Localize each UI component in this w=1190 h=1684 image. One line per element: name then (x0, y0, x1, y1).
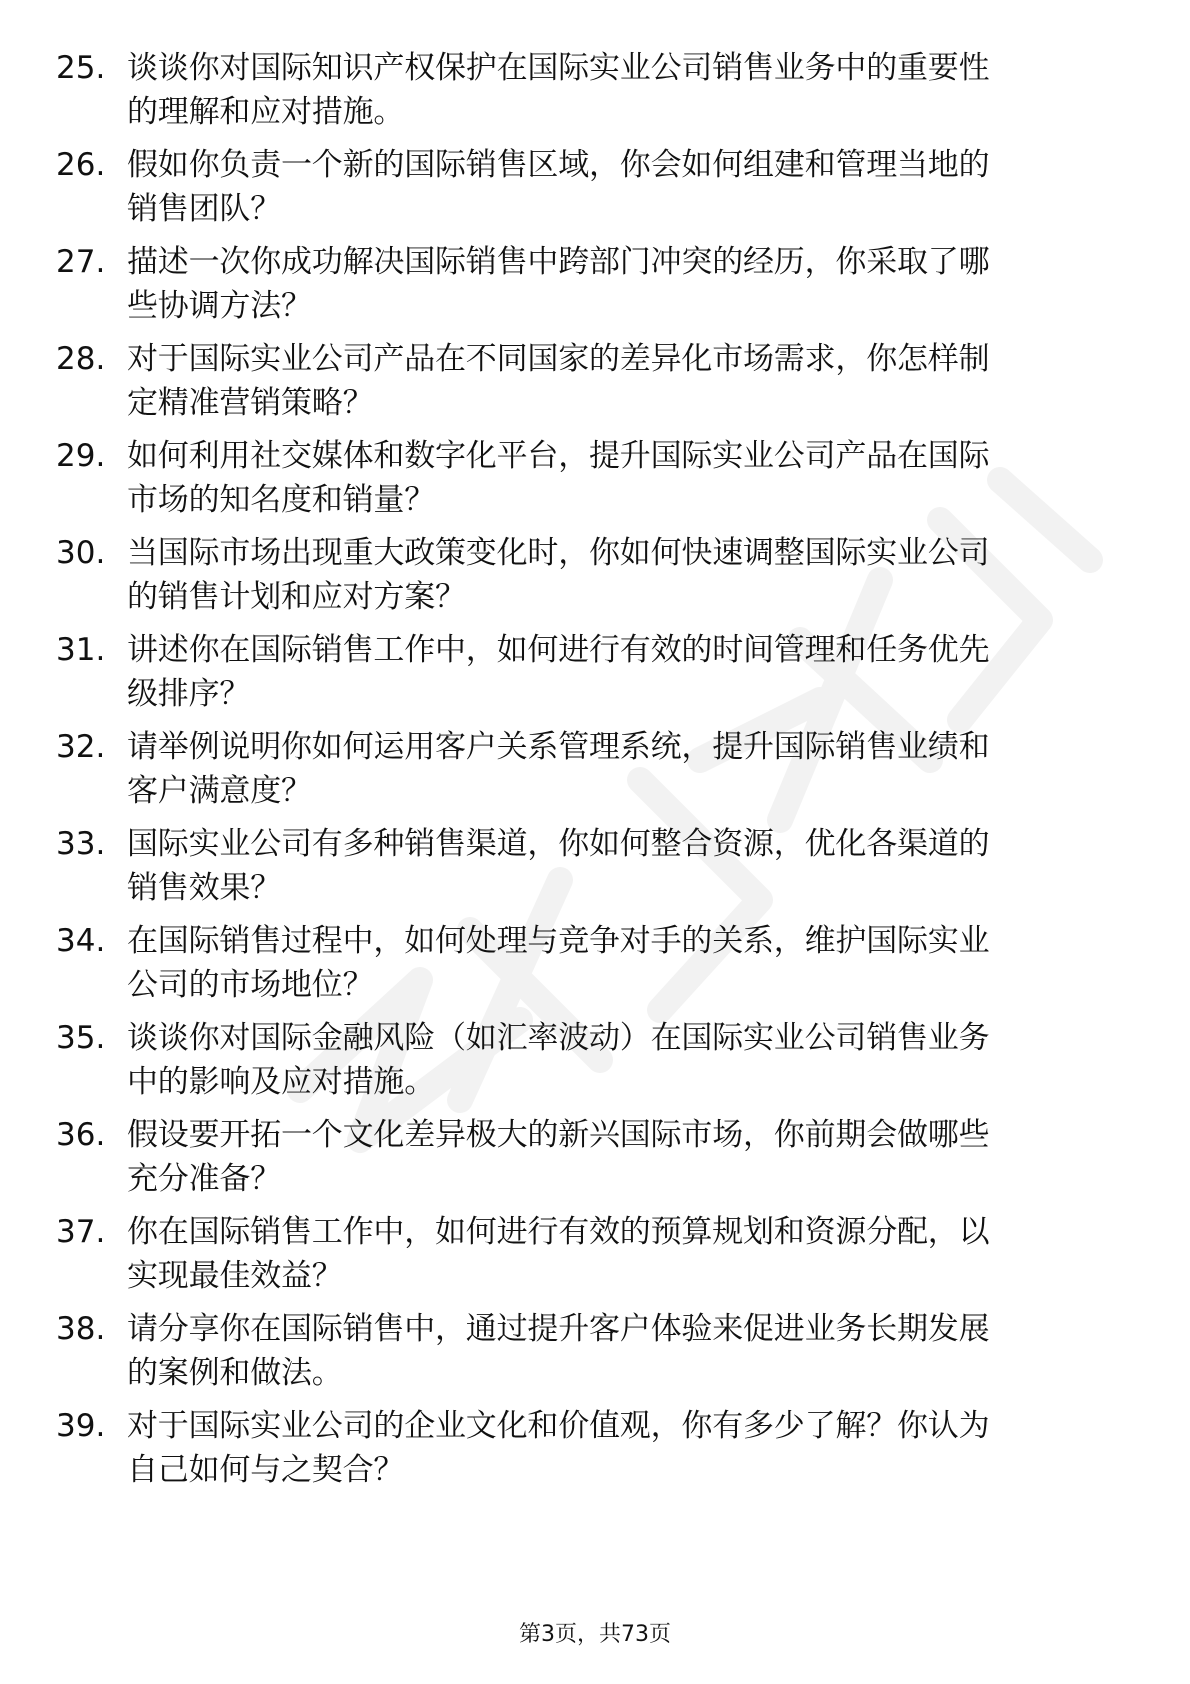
question-item (0, 1210, 1190, 1307)
question-text (127, 337, 1117, 425)
question-text (127, 1113, 1117, 1201)
question-text-line: 在国际销售过程中，如何处理与竞争对手的关系，维护国际实业 (127, 923, 990, 959)
question-item (0, 46, 1190, 143)
question-text-line: 定精准营销策略？ (127, 385, 374, 421)
question-item (0, 822, 1190, 919)
question-item (0, 240, 1190, 337)
question-item (0, 1404, 1190, 1501)
page-number: 第3页，共73页 (519, 1622, 671, 1647)
question-number: 37. (56, 1214, 106, 1250)
question-item (0, 725, 1190, 822)
question-text-line: 市场的知名度和销量？ (127, 482, 435, 518)
question-text (127, 240, 1117, 328)
question-number: 34. (56, 923, 106, 959)
question-text (127, 628, 1117, 716)
question-number: 35. (56, 1020, 106, 1056)
question-number: 25. (56, 50, 106, 86)
question-text (127, 531, 1117, 619)
question-text (127, 143, 1117, 231)
question-item (0, 337, 1190, 434)
question-number: 30. (56, 535, 106, 571)
question-text-line: 你在国际销售工作中，如何进行有效的预算规划和资源分配，以 (127, 1214, 990, 1250)
question-number: 27. (56, 244, 106, 280)
question-text (127, 725, 1117, 813)
question-text-line: 公司的市场地位？ (127, 967, 374, 1003)
question-number: 28. (56, 341, 106, 377)
question-number: 36. (56, 1117, 106, 1153)
question-item (0, 919, 1190, 1016)
question-text (127, 1404, 1117, 1492)
question-number: 39. (56, 1408, 106, 1444)
question-text (127, 919, 1117, 1007)
question-text-line: 的理解和应对措施。 (127, 94, 405, 130)
question-text-line: 实现最佳效益？ (127, 1258, 343, 1294)
question-number: 38. (56, 1311, 106, 1347)
question-text-line: 请分享你在国际销售中，通过提升客户体验来促进业务长期发展 (127, 1311, 990, 1347)
question-text-line: 些协调方法？ (127, 288, 312, 324)
question-text (127, 1016, 1117, 1104)
question-text-line: 级排序？ (127, 676, 251, 712)
question-text-line: 谈谈你对国际金融风险（如汇率波动）在国际实业公司销售业务 (127, 1020, 990, 1056)
question-text-line: 国际实业公司有多种销售渠道，你如何整合资源，优化各渠道的 (127, 826, 990, 862)
question-number: 29. (56, 438, 106, 474)
question-text-line: 的销售计划和应对方案？ (127, 579, 466, 615)
question-text-line: 如何利用社交媒体和数字化平台，提升国际实业公司产品在国际 (127, 438, 990, 474)
question-list (0, 46, 1190, 1501)
question-text-line: 假设要开拓一个文化差异极大的新兴国际市场，你前期会做哪些 (127, 1117, 990, 1153)
question-text (127, 1210, 1117, 1298)
question-text-line: 销售效果？ (127, 870, 281, 906)
question-number: 26. (56, 147, 106, 183)
question-text-line: 描述一次你成功解决国际销售中跨部门冲突的经历，你采取了哪 (127, 244, 990, 280)
question-item (0, 1307, 1190, 1404)
question-number: 31. (56, 632, 106, 668)
question-text (127, 46, 1117, 134)
question-item (0, 143, 1190, 240)
question-text-line: 讲述你在国际销售工作中，如何进行有效的时间管理和任务优先 (127, 632, 990, 668)
question-text-line: 销售团队？ (127, 191, 281, 227)
question-item (0, 434, 1190, 531)
question-text (127, 822, 1117, 910)
question-text-line: 客户满意度？ (127, 773, 312, 809)
question-text-line: 充分准备？ (127, 1161, 281, 1197)
question-text-line: 自己如何与之契合？ (127, 1452, 405, 1488)
question-item (0, 1016, 1190, 1113)
question-number: 32. (56, 729, 106, 765)
question-text (127, 1307, 1117, 1395)
question-item (0, 628, 1190, 725)
question-text (127, 434, 1117, 522)
question-text-line: 的案例和做法。 (127, 1355, 343, 1391)
question-text-line: 假如你负责一个新的国际销售区域，你会如何组建和管理当地的 (127, 147, 990, 183)
question-text-line: 中的影响及应对措施。 (127, 1064, 435, 1100)
question-text-line: 当国际市场出现重大政策变化时，你如何快速调整国际实业公司 (127, 535, 990, 571)
question-text-line: 请举例说明你如何运用客户关系管理系统，提升国际销售业绩和 (127, 729, 990, 765)
question-text-line: 对于国际实业公司产品在不同国家的差异化市场需求，你怎样制 (127, 341, 990, 377)
question-text-line: 对于国际实业公司的企业文化和价值观，你有多少了解？你认为 (127, 1408, 990, 1444)
question-item (0, 1113, 1190, 1210)
question-item (0, 531, 1190, 628)
question-number: 33. (56, 826, 106, 862)
question-text-line: 谈谈你对国际知识产权保护在国际实业公司销售业务中的重要性 (127, 50, 990, 86)
